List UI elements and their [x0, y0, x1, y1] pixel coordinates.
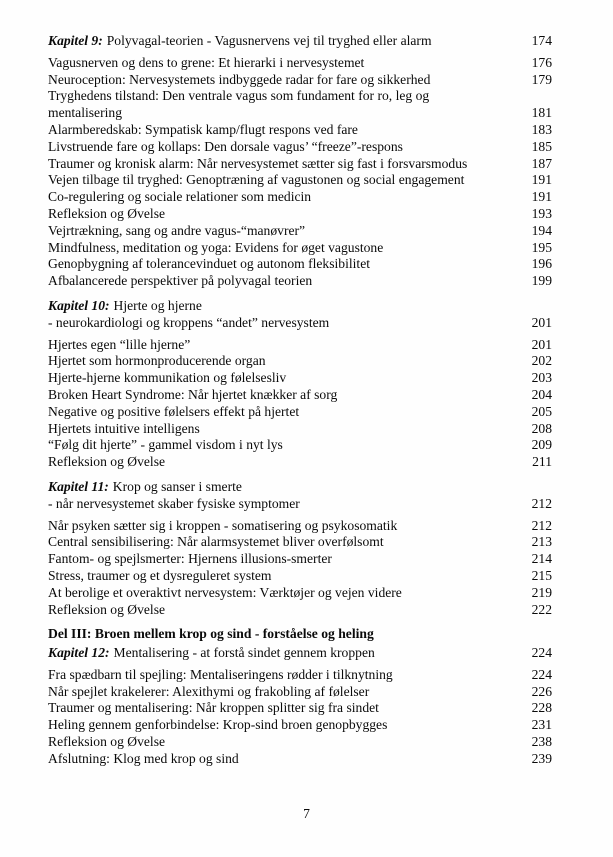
entry-page-number: 179: [531, 71, 552, 87]
toc-entry: [48, 353, 552, 370]
entry-title: Traumer og kronisk alarm: Når nervesystemet sætter sig fast i forsvarsmodus: [48, 155, 468, 171]
entry-line: [48, 454, 552, 471]
entry-title: Hjerte-hjerne kommunikation og følelsesliv: [48, 370, 287, 386]
entry-title: Central sensibilisering: Når alarmsystemet bliver overfølsomt: [48, 534, 384, 550]
entry-line: [48, 534, 552, 551]
entry-title: Afbalancerede perspektiver på polyvagal teorien: [48, 273, 313, 289]
entry-line: [48, 585, 552, 602]
toc-entry: [48, 122, 552, 139]
entry-page-number: 196: [531, 256, 552, 272]
entry-title: Hjertet som hormonproducerende organ: [48, 353, 266, 369]
entry-title: Livstruende fare og kollaps: Den dorsale vagus’ “freeze”-respons: [48, 138, 403, 154]
toc-entry: [48, 551, 552, 568]
chapter-prefix: Kapitel 9:: [48, 33, 103, 48]
toc-chapter-entry: [48, 479, 552, 513]
toc-chapter-entry: [48, 33, 552, 50]
toc-entry: [48, 734, 552, 751]
entry-line: [48, 551, 552, 568]
entry-title: mentalisering: [48, 105, 122, 121]
entry-title: Alarmberedskab: Sympatisk kamp/flugt respons ved fare: [48, 121, 358, 137]
entry-line: [48, 667, 552, 684]
entry-page-number: 209: [531, 437, 552, 453]
entry-line: [48, 337, 552, 354]
toc-entry: [48, 273, 552, 290]
entry-page-number: 208: [531, 420, 552, 436]
toc-entry: [48, 240, 552, 257]
entry-page-number: 239: [531, 750, 552, 766]
entry-title: Genopbygning af tolerancevinduet og autonom fleksibilitet: [48, 256, 371, 272]
entry-line: [48, 88, 552, 105]
entry-page-number: 204: [531, 386, 552, 402]
entry-line: [48, 105, 552, 122]
entry-title: Refleksion og Øvelse: [48, 205, 166, 221]
toc: [48, 33, 552, 768]
entry-title: [48, 298, 202, 315]
entry-page-number: 214: [531, 551, 552, 567]
chapter-prefix: Kapitel 11:: [48, 478, 109, 494]
entry-page-number: 194: [531, 222, 552, 238]
entry-title: Hjertets intuitive intelligens: [48, 420, 200, 436]
entry-line: [48, 298, 552, 315]
entry-page-number: 222: [531, 601, 552, 617]
entry-line: [48, 139, 552, 156]
toc-entry: [48, 437, 552, 454]
entry-title: Mindfulness, meditation og yoga: Evidens for øget vagustone: [48, 239, 384, 255]
entry-line: [48, 496, 552, 513]
entry-line: [48, 370, 552, 387]
entry-line: [48, 33, 552, 50]
entry-page-number: 205: [531, 403, 552, 419]
entry-title: Fantom- og spejlsmerter: Hjernens illusions-smerter: [48, 551, 332, 567]
entry-page-number: 213: [531, 534, 552, 550]
entry-title-text: Polyvagal-teorien - Vagusnervens vej til tryghed eller alarm: [106, 33, 432, 48]
entry-line: [48, 602, 552, 619]
toc-entry: [48, 684, 552, 701]
entry-line: [48, 156, 552, 173]
toc-entry: [48, 88, 552, 122]
entry-title: Vagusnerven og dens to grene: Et hierarki i nervesystemet: [48, 54, 365, 70]
entry-title: Traumer og mentalisering: Når kroppen splitter sig fra sindet: [48, 700, 379, 716]
entry-page-number: 176: [531, 54, 552, 70]
toc-entry: [48, 534, 552, 551]
entry-title: Neuroception: Nervesystemets indbyggede radar for fare og sikkerhed: [48, 71, 431, 87]
entry-page-number: 228: [531, 700, 552, 716]
entry-line: [48, 55, 552, 72]
entry-title: “Følg dit hjerte” - gammel visdom i nyt lys: [48, 437, 283, 453]
entry-page-number: 238: [531, 734, 552, 750]
entry-line: [48, 568, 552, 585]
entry-title: - neurokardiologi og kroppens “andet” nervesystem: [48, 314, 330, 330]
entry-line: [48, 122, 552, 139]
entry-page-number: 226: [531, 683, 552, 699]
entry-line: [48, 734, 552, 751]
entry-title: Stress, traumer og et dysreguleret system: [48, 567, 272, 583]
entry-page-number: 195: [531, 239, 552, 255]
entry-page-number: 174: [531, 33, 552, 48]
toc-entry: [48, 387, 552, 404]
toc-entry: [48, 568, 552, 585]
entry-page-number: 199: [531, 273, 552, 289]
entry-line: [48, 700, 552, 717]
toc-entry: [48, 518, 552, 535]
chapter-prefix: Kapitel 10:: [48, 297, 110, 313]
entry-page-number: 231: [531, 717, 552, 733]
entry-title-text: Krop og sanser i smerte: [112, 478, 242, 494]
entry-page-number: 202: [531, 353, 552, 369]
toc-entry: [48, 223, 552, 240]
entry-title: Refleksion og Øvelse: [48, 601, 166, 617]
entry-title: [48, 479, 242, 496]
toc-entry: [48, 454, 552, 471]
entry-page-number: 201: [531, 314, 552, 330]
toc-section: [48, 626, 552, 767]
entry-page-number: 181: [531, 105, 552, 121]
toc-entry: [48, 421, 552, 438]
toc-entry: [48, 700, 552, 717]
entry-line: [48, 479, 552, 496]
entry-line: [48, 684, 552, 701]
toc-entry: [48, 602, 552, 619]
entry-line: [48, 717, 552, 734]
toc-chapter-entry: [48, 298, 552, 332]
entry-title: [48, 645, 375, 662]
entry-line: [48, 273, 552, 290]
entry-line: [48, 72, 552, 89]
chapter-prefix: Kapitel 12:: [48, 645, 110, 661]
entry-title: Når spejlet krakelerer: Alexithymi og frakobling af følelser: [48, 683, 370, 699]
toc-entry: [48, 172, 552, 189]
entry-page-number: 212: [531, 517, 552, 533]
toc-section: [48, 479, 552, 618]
entry-page-number: 187: [531, 155, 552, 171]
entry-title-text: Hjerte og hjerne: [113, 297, 202, 313]
entry-line: [48, 315, 552, 332]
entry-line: [48, 353, 552, 370]
entry-page-number: 212: [531, 495, 552, 511]
entry-page-number: 185: [531, 138, 552, 154]
toc-entry: [48, 667, 552, 684]
entry-page-number: 203: [531, 370, 552, 386]
entry-page-number: 219: [531, 584, 552, 600]
entry-title: Tryghedens tilstand: Den ventrale vagus som fundament for ro, leg og: [48, 88, 430, 104]
toc-entry: [48, 55, 552, 72]
toc-entry: [48, 156, 552, 173]
toc-entry: [48, 189, 552, 206]
entry-title: Heling gennem genforbindelse: Krop-sind broen genopbygges: [48, 717, 388, 733]
entry-line: [48, 172, 552, 189]
entry-page-number: 211: [532, 454, 552, 470]
entry-title: Hjertes egen “lille hjerne”: [48, 336, 191, 352]
entry-page-number: 224: [531, 645, 552, 661]
section-heading: Del III: Broen mellem krop og sind - forståelse og heling: [48, 626, 374, 642]
entry-title: Fra spædbarn til spejling: Mentaliseringens rødder i tilknytning: [48, 666, 393, 682]
entry-line: [48, 256, 552, 273]
entry-title: Broken Heart Syndrome: Når hjertet knækker af sorg: [48, 386, 338, 402]
page-number: 7: [303, 806, 310, 821]
entry-title: At berolige et overaktivt nervesystem: Værktøjer og vejen videre: [48, 584, 402, 600]
entry-line: [48, 645, 552, 662]
entry-line: [48, 421, 552, 438]
entry-line: [48, 387, 552, 404]
entry-title: Refleksion og Øvelse: [48, 454, 166, 470]
entry-title: [48, 33, 432, 50]
entry-line: [48, 404, 552, 421]
toc-entry: [48, 256, 552, 273]
entry-title: Refleksion og Øvelse: [48, 734, 166, 750]
entry-title: Afslutning: Klog med krop og sind: [48, 750, 239, 766]
entry-title: Negative og positive følelsers effekt på hjertet: [48, 403, 300, 419]
entry-page-number: 201: [531, 336, 552, 352]
entry-title: Vejen tilbage til tryghed: Genoptræning af vagustonen og social engagement: [48, 172, 465, 188]
entry-line: [48, 206, 552, 223]
entry-line: [48, 240, 552, 257]
entry-title: Co-regulering og sociale relationer som medicin: [48, 189, 312, 205]
toc-chapter-entry: [48, 645, 552, 662]
entry-page-number: 215: [531, 567, 552, 583]
toc-entry: [48, 72, 552, 89]
entry-line: [48, 751, 552, 768]
entry-line: [48, 223, 552, 240]
toc-entry: [48, 337, 552, 354]
toc-entry: [48, 206, 552, 223]
entry-page-number: 191: [531, 172, 552, 188]
entry-line: [48, 437, 552, 454]
entry-page-number: 193: [531, 205, 552, 221]
entry-line: [48, 189, 552, 206]
page-footer: [0, 806, 613, 823]
entry-title: - når nervesystemet skaber fysiske symptomer: [48, 495, 300, 511]
toc-entry: [48, 585, 552, 602]
toc-section: [48, 33, 552, 290]
toc-entry: [48, 751, 552, 768]
entry-page-number: 224: [531, 666, 552, 682]
entry-title: Når psyken sætter sig i kroppen - somatisering og psykosomatik: [48, 517, 398, 533]
toc-entry: [48, 370, 552, 387]
entry-page-number: 191: [531, 189, 552, 205]
entry-page-number: 183: [531, 121, 552, 137]
toc-entry: [48, 717, 552, 734]
entry-line: [48, 518, 552, 535]
entry-title: Vejrtrækning, sang og andre vagus-“manøvrer”: [48, 222, 306, 238]
toc-section: [48, 298, 552, 471]
entry-title-text: Mentalisering - at forstå sindet gennem kroppen: [113, 645, 375, 661]
toc-entry: [48, 404, 552, 421]
toc-entry: [48, 139, 552, 156]
